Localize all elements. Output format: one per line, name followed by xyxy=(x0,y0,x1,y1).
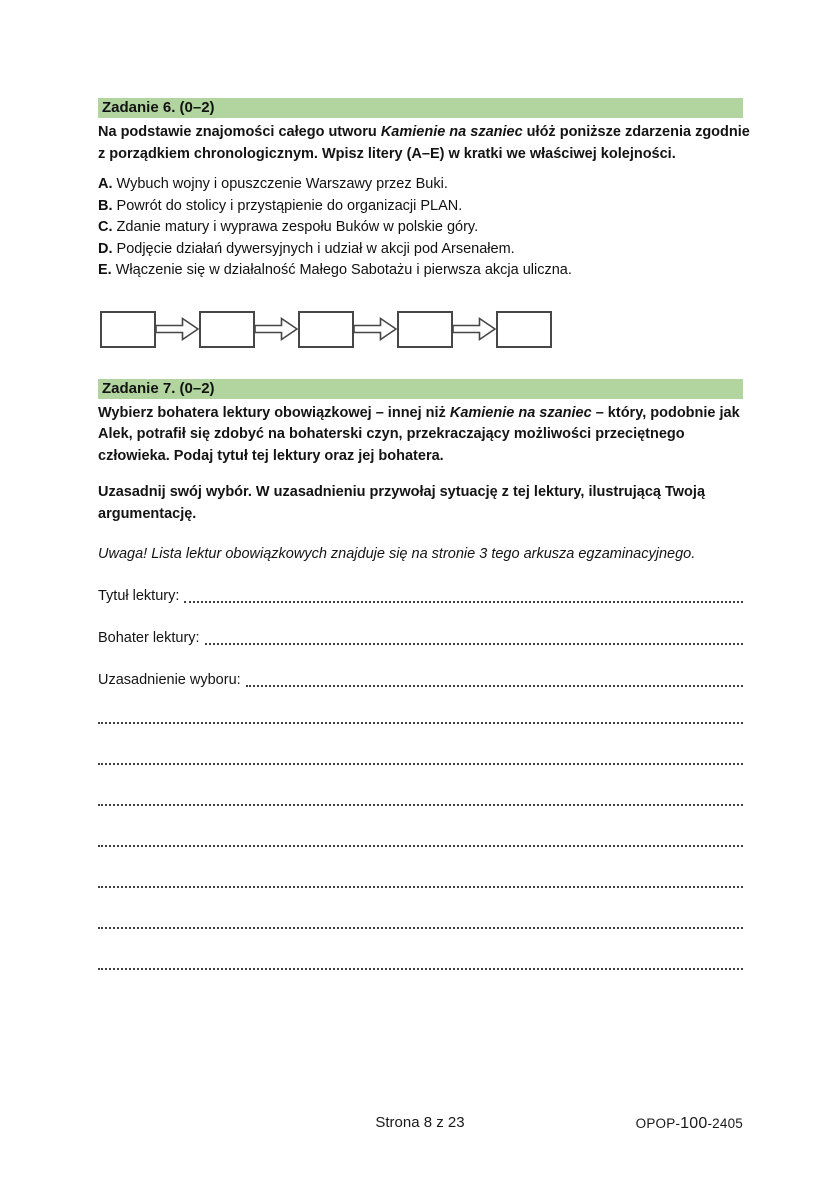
task6-title: Zadanie 6. (0–2) xyxy=(102,99,215,116)
form-code-middle: 100 xyxy=(680,1115,708,1132)
sequence-answer-box-1[interactable] xyxy=(100,311,156,348)
answer-line[interactable] xyxy=(98,927,743,929)
event-item-d xyxy=(98,239,743,261)
field-title-answer-line[interactable] xyxy=(184,586,743,603)
form-code-suffix: -2405 xyxy=(707,1116,743,1131)
task7-book-title: Kamienie na szaniec xyxy=(449,404,592,421)
sequence-diagram xyxy=(100,311,743,348)
answer-line[interactable] xyxy=(98,804,743,806)
task7-instruction xyxy=(98,403,758,468)
task7-instruction-post: – który, podobnie jak Alek, potrafił się zdobyć na bohaterski czyn, przekraczający możliwości przeciętnego człowieka. Podaj tytuł tej lektury oraz jej bohatera. xyxy=(98,404,740,464)
field-protagonist xyxy=(98,628,743,649)
field-title-label: Tytuł lektury: xyxy=(98,587,180,604)
sequence-answer-box-5[interactable] xyxy=(496,311,552,348)
answer-line[interactable] xyxy=(98,722,743,724)
answer-fields xyxy=(98,586,743,691)
sequence-answer-box-4[interactable] xyxy=(397,311,453,348)
event-list xyxy=(98,174,743,282)
event-item-b xyxy=(98,196,743,218)
task7-title: Zadanie 7. (0–2) xyxy=(102,379,215,397)
field-justification-label: Uzasadnienie wyboru: xyxy=(98,671,241,688)
event-text-b: Powrót do stolicy i przystąpienie do organizacji PLAN. xyxy=(116,197,463,214)
event-text-c: Zdanie matury i wyprawa zespołu Buków w polskie góry. xyxy=(116,219,479,235)
event-text-a: Wybuch wojny i opuszczenie Warszawy przez Buki. xyxy=(116,176,448,192)
answer-line[interactable] xyxy=(98,886,743,888)
justification-answer-area xyxy=(98,722,743,970)
event-letter-a: A. xyxy=(98,176,113,192)
field-justification-answer-line[interactable] xyxy=(246,670,743,687)
task7-instruction-pre: Wybierz bohatera lektury obowiązkowej – innej niż xyxy=(98,404,450,421)
task7-justification-instruction: Uzasadnij swój wybór. W uzasadnieniu przywołaj sytuację z tej lektury, ilustrującą Twoją argumentację. xyxy=(98,484,706,522)
event-item-c xyxy=(98,217,743,239)
event-letter-d: D. xyxy=(98,240,113,257)
task7-header-bar xyxy=(98,379,743,399)
event-item-e xyxy=(98,260,743,282)
field-protagonist-label: Bohater lektury: xyxy=(98,629,200,646)
form-code xyxy=(636,1115,743,1133)
arrow-right-icon xyxy=(453,316,496,342)
arrow-right-icon xyxy=(255,316,298,342)
page-number: Strona 8 z 23 xyxy=(375,1114,465,1131)
page-content xyxy=(98,0,750,970)
event-letter-e: E. xyxy=(98,262,112,278)
field-justification xyxy=(98,670,743,691)
page-footer xyxy=(0,1114,840,1134)
arrow-right-icon xyxy=(156,316,199,342)
form-code-prefix: OPOP- xyxy=(635,1116,681,1131)
field-title xyxy=(98,586,743,607)
task6-book-title: Kamienie na szaniec xyxy=(380,124,523,140)
sequence-answer-box-3[interactable] xyxy=(298,311,354,348)
answer-line[interactable] xyxy=(98,968,743,970)
task6-instruction-pre: Na podstawie znajomości całego utworu xyxy=(98,124,381,140)
arrow-right-icon xyxy=(354,316,397,342)
task7-note: Uwaga! Lista lektur obowiązkowych znajduje się na stronie 3 tego arkusza egzaminacyjnego. xyxy=(98,546,696,562)
event-letter-c: C. xyxy=(98,219,113,235)
task6-header-bar xyxy=(98,98,743,118)
event-item-a xyxy=(98,174,743,196)
sequence-answer-box-2[interactable] xyxy=(199,311,255,348)
task6-instruction-post: ułóż poniższe zdarzenia zgodnie z porządkiem chronologicznym. Wpisz litery (A–E) w kratki we właściwej kolejności. xyxy=(98,124,750,162)
task6-instruction xyxy=(98,122,758,165)
answer-line[interactable] xyxy=(98,845,743,847)
field-protagonist-answer-line[interactable] xyxy=(205,628,743,645)
event-text-d: Podjęcie działań dywersyjnych i udział w akcji pod Arsenałem. xyxy=(116,240,515,257)
event-text-e: Włączenie się w działalność Małego Sabotażu i pierwsza akcja uliczna. xyxy=(115,262,572,278)
event-letter-b: B. xyxy=(98,197,113,214)
answer-line[interactable] xyxy=(98,763,743,765)
